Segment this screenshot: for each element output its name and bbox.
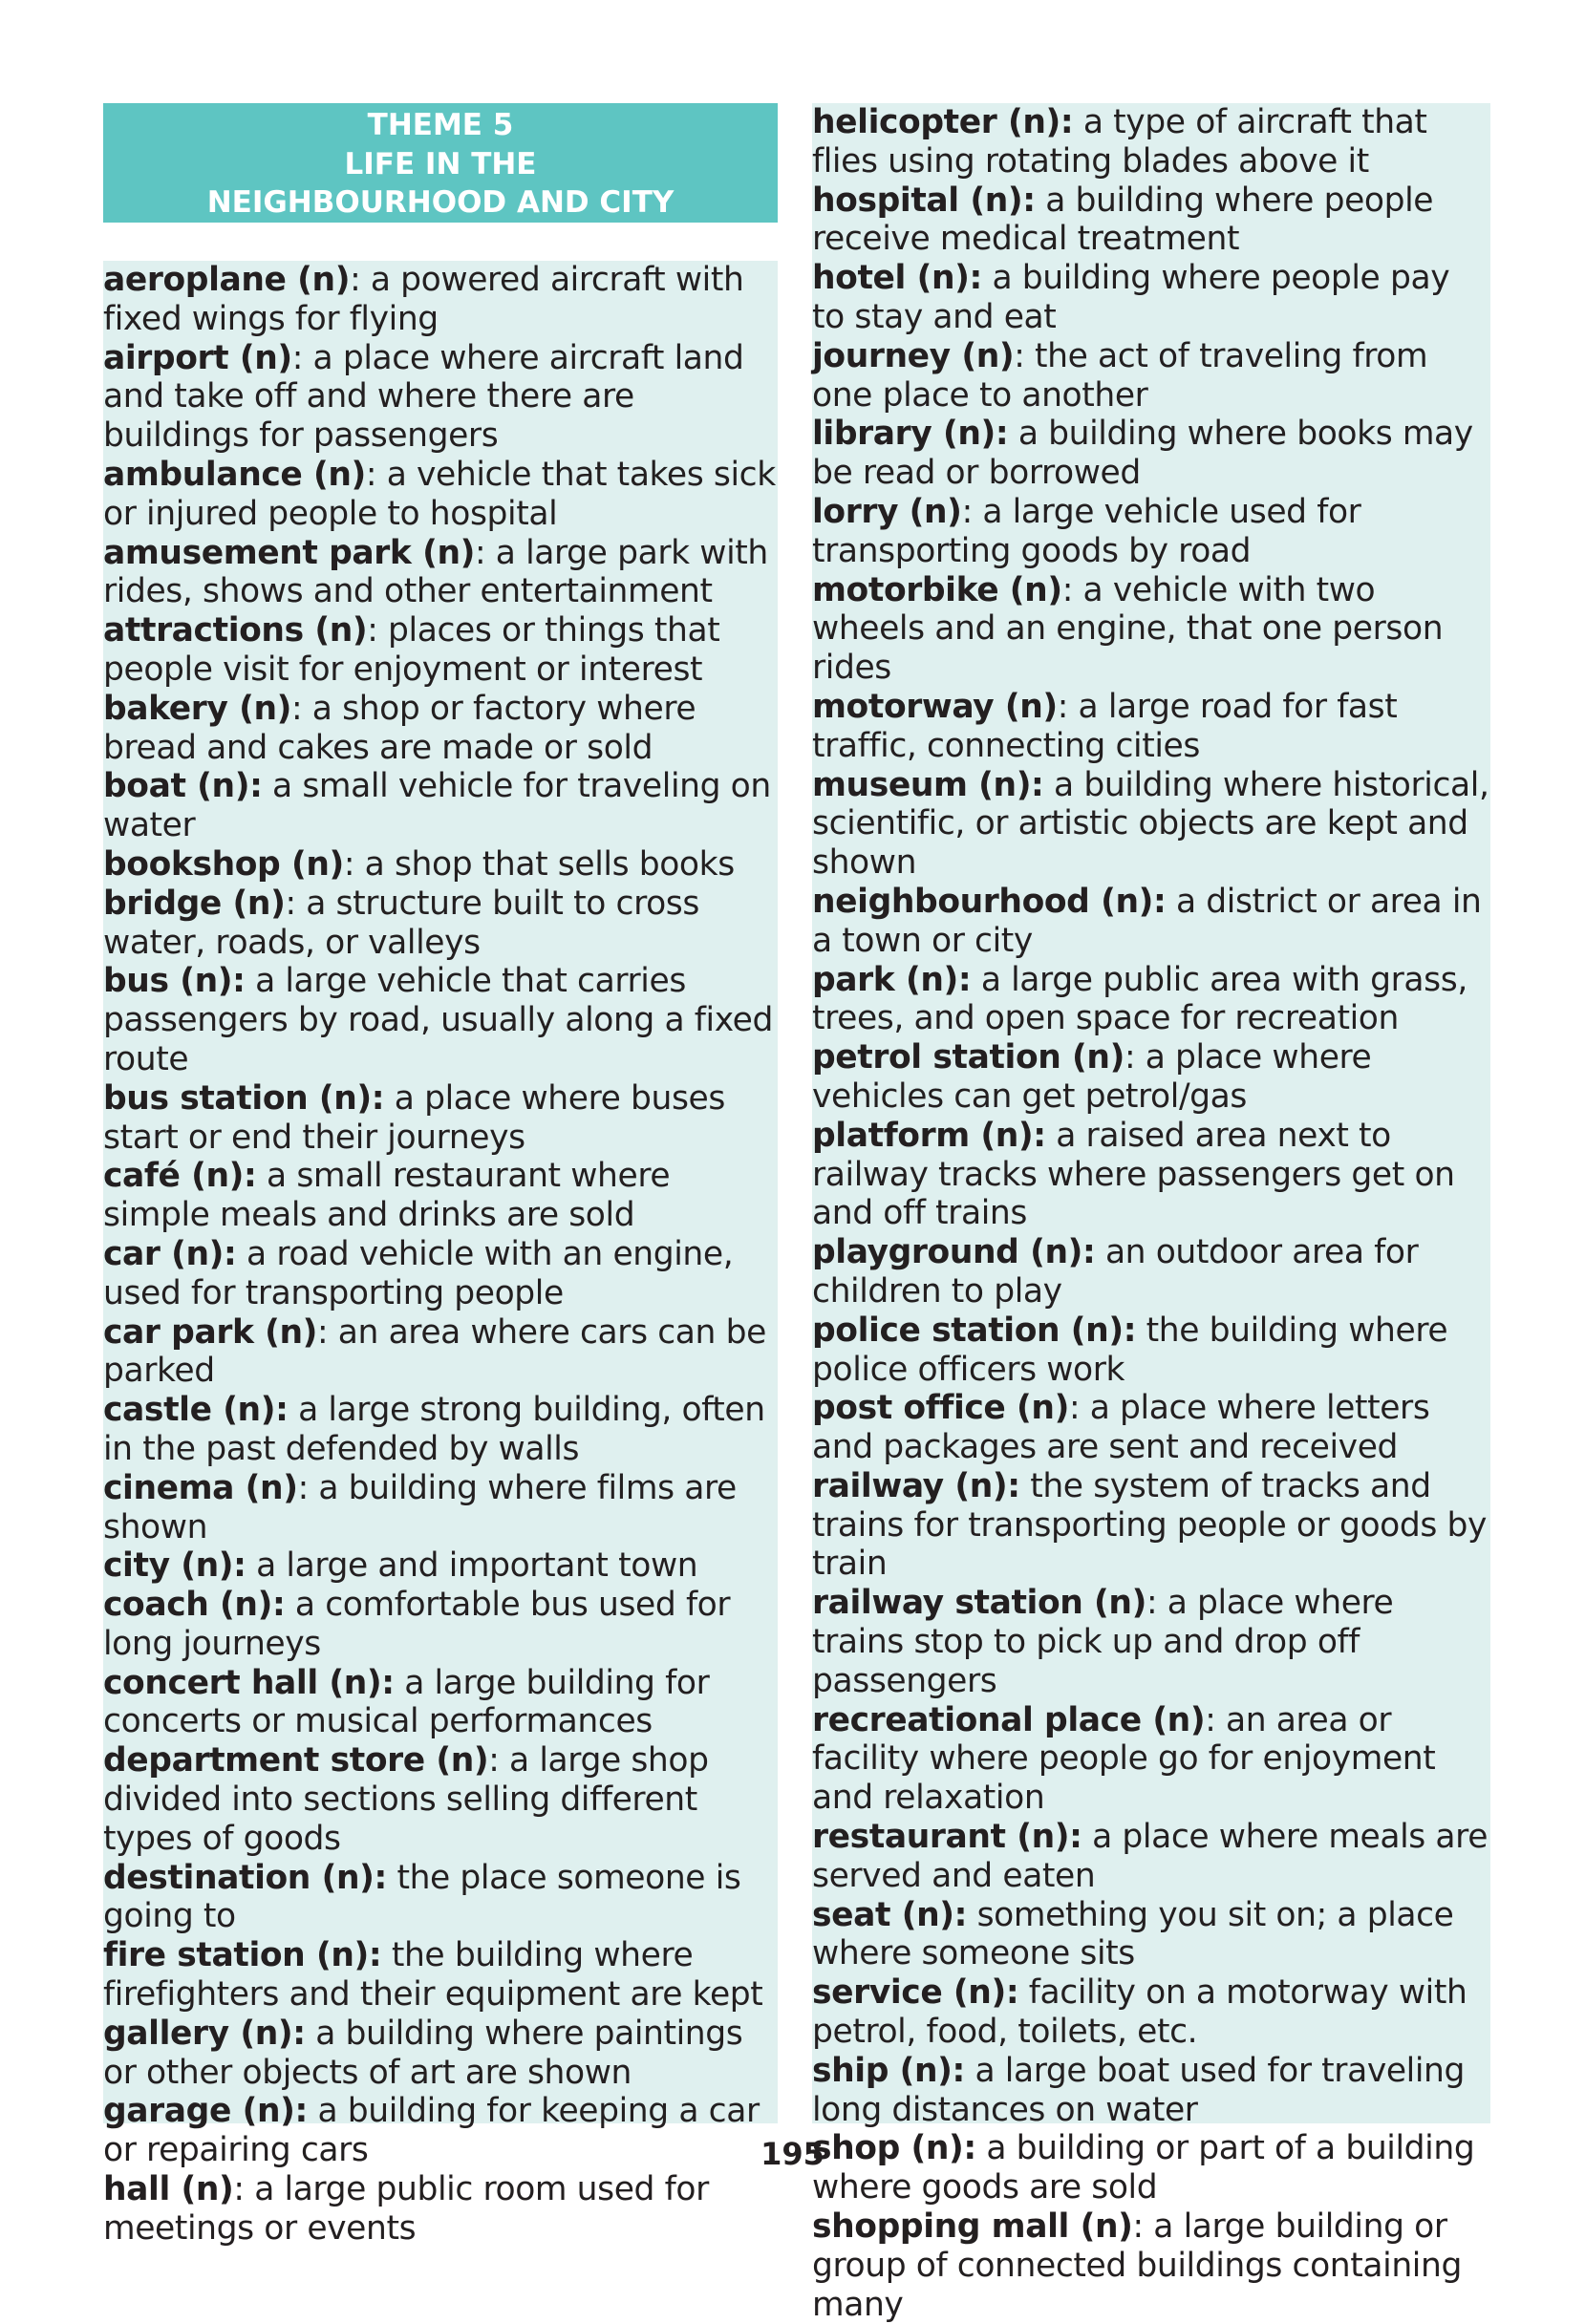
glossary-definition: a place where meals are served and eaten — [812, 1818, 1489, 1895]
glossary-definition: : a place where aircraft land and take off and where there are buildings for passengers — [103, 338, 744, 456]
glossary-entry — [103, 962, 778, 1078]
glossary-definition: a road vehicle with an engine, used for transporting people — [103, 1234, 734, 1312]
glossary-definition: : a vehicle with two wheels and an engine, that one person rides — [812, 570, 1444, 688]
glossary-term: airport (n) — [103, 338, 292, 377]
glossary-term: bridge (n) — [103, 884, 286, 923]
glossary-entry — [103, 1546, 778, 1586]
glossary-entry — [103, 767, 778, 845]
right-glossary-list — [812, 103, 1490, 2324]
glossary-term: café (n): — [103, 1157, 257, 1196]
glossary-entry — [812, 1233, 1490, 1311]
glossary-definition: a large boat used for traveling long distances on water — [812, 2051, 1466, 2129]
glossary-definition: a building for keeping a car or repairing cars — [103, 2092, 760, 2170]
glossary-term: hospital (n): — [812, 181, 1036, 220]
glossary-term: helicopter (n): — [812, 103, 1074, 141]
glossary-term: post office (n) — [812, 1389, 1069, 1428]
glossary-entry — [812, 181, 1490, 260]
glossary-entry — [812, 103, 1490, 181]
glossary-definition: : a place where letters and packages are sent and received — [812, 1389, 1430, 1467]
glossary-term: park (n): — [812, 960, 972, 999]
glossary-entry — [103, 1741, 778, 1858]
glossary-term: hall (n) — [103, 2170, 234, 2209]
glossary-definition: a building or part of a building where goods are sold — [812, 2129, 1475, 2207]
glossary-definition: : a large park with rides, shows and other entertainment — [103, 533, 768, 611]
glossary-term: city (n): — [103, 1546, 246, 1586]
glossary-definition: a comfortable bus used for long journeys — [103, 1586, 731, 1663]
glossary-definition: a large and important town — [246, 1546, 698, 1586]
glossary-definition: : a powered aircraft with fixed wings for flying — [103, 261, 744, 338]
glossary-term: fire station (n): — [103, 1936, 382, 1975]
glossary-entry — [812, 259, 1490, 337]
glossary-entry — [103, 1859, 778, 1937]
glossary-definition: a place where buses start or end their journeys — [103, 1078, 725, 1157]
glossary-term: amusement park (n) — [103, 533, 475, 572]
glossary-entry — [812, 493, 1490, 571]
glossary-definition: a type of aircraft that flies using rotating blades above it — [812, 103, 1427, 181]
glossary-definition: a building where historical, scientific, or artistic objects are kept and shown — [812, 765, 1489, 883]
theme-number: THEME 5 — [367, 108, 514, 142]
glossary-entry — [103, 456, 778, 534]
glossary-term: neighbourhood (n): — [812, 882, 1167, 921]
glossary-definition: a large vehicle that carries passengers by road, usually along a fixed route — [103, 962, 774, 1078]
glossary-entry — [812, 1038, 1490, 1117]
glossary-term: lorry (n) — [812, 492, 962, 531]
glossary-definition: : a large public room used for meetings or events — [103, 2170, 709, 2248]
glossary-definition: : a place where vehicles can get petrol/gas — [812, 1038, 1372, 1116]
glossary-term: car park (n) — [103, 1312, 317, 1352]
glossary-definition: a district or area in a town or city — [812, 882, 1482, 960]
glossary-term: gallery (n): — [103, 2014, 306, 2053]
glossary-term: motorway (n) — [812, 687, 1058, 726]
glossary-term: garage (n): — [103, 2092, 308, 2131]
glossary-term: seat (n): — [812, 1895, 968, 1934]
glossary-entry — [812, 961, 1490, 1039]
glossary-definition: a raised area next to railway tracks where passengers get on and off trains — [812, 1116, 1455, 1233]
glossary-term: ambulance (n) — [103, 455, 366, 494]
glossary-entry — [103, 1391, 778, 1469]
glossary-entry — [812, 1584, 1490, 1700]
glossary-definition: a building where paintings or other objects of art are shown — [103, 2014, 743, 2092]
glossary-entry — [103, 1469, 778, 1547]
glossary-definition: : a structure built to cross water, roads, or valleys — [103, 884, 699, 962]
glossary-definition: the building where police officers work — [812, 1311, 1448, 1389]
glossary-definition: : a shop or factory where bread and cakes are made or sold — [103, 689, 696, 767]
glossary-definition: a large public area with grass, trees, and open space for recreation — [812, 960, 1467, 1038]
glossary-definition: the system of tracks and trains for transporting people or goods by train — [812, 1466, 1488, 1584]
glossary-term: motorbike (n) — [812, 570, 1062, 609]
left-glossary-list — [103, 261, 778, 2248]
theme-header — [103, 103, 778, 223]
glossary-term: destination (n): — [103, 1858, 387, 1897]
glossary-entry — [812, 688, 1490, 766]
glossary-term: shop (n): — [812, 2129, 976, 2168]
glossary-entry — [812, 766, 1490, 883]
glossary-entry — [103, 1936, 778, 2015]
glossary-term: journey (n) — [812, 336, 1015, 375]
glossary-term: castle (n): — [103, 1391, 289, 1430]
glossary-entry — [812, 1973, 1490, 2052]
glossary-entry — [812, 2052, 1490, 2130]
glossary-definition: a building where people receive medical treatment — [812, 181, 1434, 259]
glossary-term: aeroplane (n) — [103, 261, 351, 299]
glossary-term: ship (n): — [812, 2051, 965, 2090]
glossary-term: bakery (n) — [103, 689, 292, 728]
glossary-term: boat (n): — [103, 767, 263, 806]
glossary-definition: : places or things that people visit for enjoyment or interest — [103, 611, 720, 689]
glossary-definition: : a shop that sells books — [343, 844, 735, 884]
glossary-term: recreational place (n) — [812, 1700, 1206, 1739]
glossary-entry — [103, 261, 778, 339]
glossary-entry — [812, 1701, 1490, 1818]
left-column — [103, 103, 778, 2248]
glossary-definition: a small vehicle for traveling on water — [103, 767, 771, 845]
glossary-entry — [103, 2015, 778, 2093]
glossary-definition: the building where firefighters and their equipment are kept — [103, 1936, 763, 2015]
glossary-entry — [812, 1896, 1490, 1974]
glossary-definition: : a large building or group of connected buildings containing many — [812, 2207, 1462, 2324]
glossary-entry — [103, 1664, 778, 1742]
glossary-definition: something you sit on; a place where someone sits — [812, 1895, 1454, 1973]
glossary-term: museum (n): — [812, 765, 1044, 804]
theme-title-line1: LIFE IN THE — [344, 146, 537, 181]
glossary-term: police station (n): — [812, 1311, 1137, 1350]
glossary-term: department store (n) — [103, 1741, 489, 1780]
glossary-entry — [103, 845, 778, 885]
glossary-entry — [103, 1235, 778, 1313]
glossary-definition: : a large shop divided into sections selling different types of goods — [103, 1741, 709, 1858]
glossary-definition: : a large vehicle used for transporting goods by road — [812, 492, 1361, 570]
glossary-definition: a large building for concerts or musical performances — [103, 1663, 710, 1741]
theme-title-line2: NEIGHBOURHOOD AND CITY — [206, 185, 675, 220]
glossary-term: platform (n): — [812, 1116, 1046, 1155]
glossary-definition: : a vehicle that takes sick or injured people to hospital — [103, 455, 776, 533]
glossary-definition: a building where books may be read or borrowed — [812, 415, 1473, 493]
glossary-term: cinema (n) — [103, 1468, 298, 1507]
glossary-term: car (n): — [103, 1234, 237, 1273]
glossary-entry — [812, 1818, 1490, 1896]
glossary-entry — [812, 2207, 1490, 2324]
glossary-term: concert hall (n): — [103, 1663, 395, 1702]
glossary-entry — [812, 415, 1490, 493]
glossary-definition: an outdoor area for children to play — [812, 1233, 1419, 1311]
glossary-term: bus (n): — [103, 962, 246, 1001]
glossary-definition: facility on a motorway with petrol, food, toilets, etc. — [812, 1973, 1467, 2052]
glossary-definition: a small restaurant where simple meals and drinks are sold — [103, 1157, 671, 1235]
glossary-entry — [103, 1313, 778, 1392]
glossary-term: petrol station (n) — [812, 1038, 1124, 1077]
glossary-entry — [103, 534, 778, 612]
glossary-entry — [103, 885, 778, 963]
glossary-entry — [103, 339, 778, 456]
glossary-entry — [812, 571, 1490, 688]
glossary-definition: : a building where films are shown — [103, 1468, 737, 1546]
glossary-term: bookshop (n) — [103, 844, 344, 884]
glossary-entry — [812, 1467, 1490, 1584]
glossary-definition: : the act of traveling from one place to another — [812, 336, 1428, 415]
glossary-entry — [103, 1157, 778, 1235]
glossary-entry — [103, 690, 778, 768]
glossary-entry — [103, 611, 778, 690]
glossary-term: service (n): — [812, 1973, 1019, 2013]
glossary-term: library (n): — [812, 415, 1009, 454]
glossary-definition: the place someone is going to — [103, 1858, 741, 1936]
glossary-term: shopping mall (n) — [812, 2207, 1133, 2247]
glossary-term: hotel (n): — [812, 259, 982, 298]
glossary-definition: : an area where cars can be parked — [103, 1312, 766, 1391]
glossary-term: railway (n): — [812, 1466, 1020, 1505]
glossary-term: playground (n): — [812, 1233, 1096, 1272]
glossary-entry — [103, 1586, 778, 1664]
glossary-entry — [812, 1117, 1490, 1233]
glossary-term: attractions (n) — [103, 611, 368, 650]
glossary-definition: : a large road for fast traffic, connecting cities — [812, 687, 1398, 765]
glossary-entry — [812, 883, 1490, 961]
glossary-definition: a building where people pay to stay and eat — [812, 259, 1450, 336]
glossary-entry — [812, 1311, 1490, 1390]
glossary-term: restaurant (n): — [812, 1818, 1082, 1857]
glossary-entry — [103, 1079, 778, 1158]
page-number: 195 — [760, 2136, 825, 2172]
glossary-entry — [103, 2170, 778, 2249]
glossary-entry — [812, 1389, 1490, 1467]
glossary-definition: : an area or facility where people go for enjoyment and relaxation — [812, 1700, 1436, 1818]
glossary-term: coach (n): — [103, 1586, 286, 1625]
glossary-term: railway station (n) — [812, 1584, 1146, 1623]
glossary-term: bus station (n): — [103, 1078, 385, 1118]
glossary-definition: : a place where trains stop to pick up and drop off passengers — [812, 1584, 1394, 1700]
glossary-definition: a large strong building, often in the past defended by walls — [103, 1391, 765, 1468]
glossary-entry — [812, 337, 1490, 416]
